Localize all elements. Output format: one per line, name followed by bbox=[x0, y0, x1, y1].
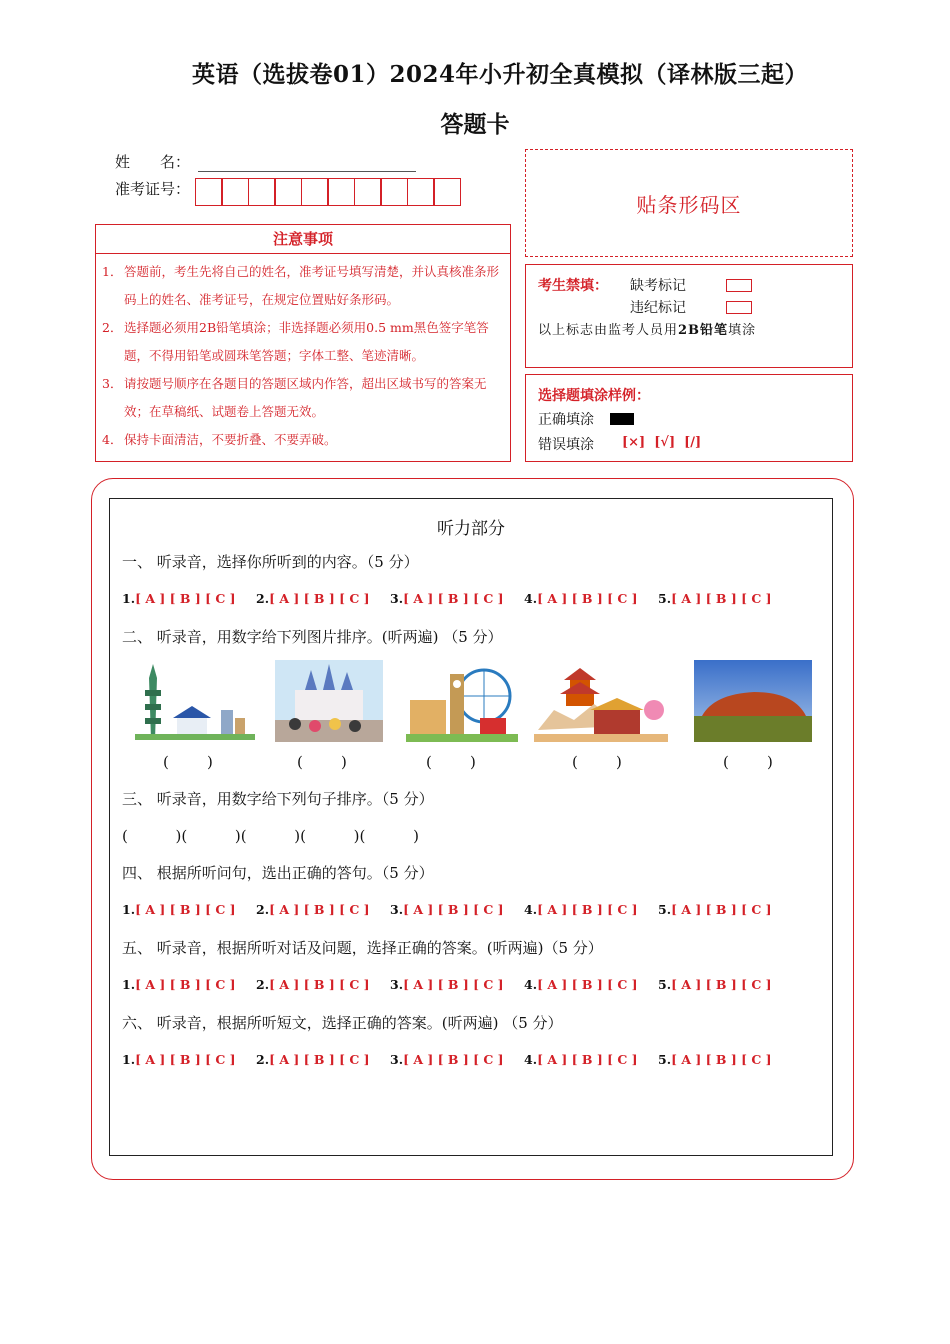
answer-item[interactable]: 5.[ A ] [ B ] [ C ] bbox=[658, 977, 772, 992]
correct-fill-mark bbox=[610, 413, 634, 425]
picture-order-blank[interactable]: ( ) bbox=[426, 753, 476, 771]
picture-order-blank[interactable]: ( ) bbox=[297, 753, 347, 771]
sentence-order-blanks[interactable]: ( )( )( )( )( ) bbox=[122, 827, 419, 845]
exam-id-label: 准考证号： bbox=[115, 180, 191, 198]
answer-item[interactable]: 1.[ A ] [ B ] [ C ] bbox=[122, 977, 236, 992]
question-1: 一、 听录音，选择你所听到的内容。（5 分） bbox=[122, 553, 419, 571]
answer-item[interactable]: 3.[ A ] [ B ] [ C ] bbox=[390, 977, 504, 992]
wrong-fill-marks: [×] [√] [/] bbox=[622, 435, 702, 450]
answer-row-1[interactable] bbox=[122, 591, 792, 606]
notice-item bbox=[102, 426, 502, 454]
answer-item[interactable]: 1.[ A ] [ B ] [ C ] bbox=[122, 1052, 236, 1067]
violation-mark-label: 违纪标记 bbox=[630, 300, 686, 316]
id-digit-box[interactable] bbox=[354, 178, 382, 206]
notice-item bbox=[102, 258, 502, 314]
answer-item[interactable]: 3.[ A ] [ B ] [ C ] bbox=[390, 591, 504, 606]
disney-castle-picture bbox=[275, 660, 383, 742]
answer-item[interactable]: 5.[ A ] [ B ] [ C ] bbox=[658, 591, 772, 606]
absent-mark-label: 缺考标记 bbox=[630, 278, 686, 294]
notice-num: 2． bbox=[102, 320, 123, 335]
answer-row-4[interactable] bbox=[122, 902, 792, 917]
notice-text: 选择题必须用2B铅笔填涂；非选择题必须用0.5 mm黑色签字笔答题，不得用铅笔或圆珠笔答题；字体工整、笔迹清晰。 bbox=[124, 320, 489, 363]
proctor-note-pencil: 2B铅笔 bbox=[678, 323, 729, 338]
violation-mark-box[interactable] bbox=[726, 299, 752, 315]
forbidden-label: 考生禁填： bbox=[538, 278, 608, 294]
taipei-101-picture bbox=[125, 660, 261, 742]
question-3: 三、 听录音，用数字给下列句子排序。（5 分） bbox=[122, 790, 434, 808]
uluru-picture bbox=[694, 660, 812, 742]
notice-item bbox=[102, 314, 502, 370]
id-digit-box[interactable] bbox=[301, 178, 329, 206]
picture-order-blank[interactable]: ( ) bbox=[572, 753, 622, 771]
notice-item bbox=[102, 370, 502, 426]
listening-title: 听力部分 bbox=[437, 519, 505, 539]
proctor-note bbox=[538, 319, 756, 338]
exam-title: 英语（选拔卷01）2024年小升初全真模拟（译林版三起） bbox=[191, 61, 809, 88]
id-digit-box[interactable] bbox=[248, 178, 276, 206]
notice-num: 4． bbox=[102, 432, 123, 447]
question-4: 四、 根据所听问句，选出正确的答句。（5 分） bbox=[122, 864, 434, 882]
answer-item[interactable]: 3.[ A ] [ B ] [ C ] bbox=[390, 1052, 504, 1067]
answer-sheet-title: 答题卡 bbox=[440, 111, 510, 138]
barcode-label: 贴条形码区 bbox=[636, 192, 742, 217]
wrong-fill-label: 错误填涂 bbox=[538, 437, 594, 453]
answer-item[interactable]: 4.[ A ] [ B ] [ C ] bbox=[524, 902, 638, 917]
notice-text: 保持卡面清洁，不要折叠、不要弄破。 bbox=[124, 432, 337, 447]
proctor-marks-panel bbox=[525, 264, 853, 368]
barcode-area bbox=[525, 149, 853, 257]
answer-item[interactable]: 2.[ A ] [ B ] [ C ] bbox=[256, 902, 370, 917]
notice-num: 1． bbox=[102, 264, 123, 279]
id-digit-box[interactable] bbox=[221, 178, 249, 206]
correct-fill-label: 正确填涂 bbox=[538, 412, 594, 428]
answer-item[interactable]: 4.[ A ] [ B ] [ C ] bbox=[524, 1052, 638, 1067]
answer-item[interactable]: 5.[ A ] [ B ] [ C ] bbox=[658, 902, 772, 917]
answer-item[interactable]: 4.[ A ] [ B ] [ C ] bbox=[524, 977, 638, 992]
id-digit-box[interactable] bbox=[195, 178, 223, 206]
sample-heading: 选择题填涂样例： bbox=[538, 388, 650, 404]
picture-order-blank[interactable]: ( ) bbox=[163, 753, 213, 771]
london-picture bbox=[406, 660, 518, 742]
answer-item[interactable]: 5.[ A ] [ B ] [ C ] bbox=[658, 1052, 772, 1067]
answer-item[interactable]: 1.[ A ] [ B ] [ C ] bbox=[122, 591, 236, 606]
answer-item[interactable]: 1.[ A ] [ B ] [ C ] bbox=[122, 902, 236, 917]
notice-panel bbox=[95, 224, 511, 462]
answer-row-6[interactable] bbox=[122, 1052, 792, 1067]
answer-item[interactable]: 4.[ A ] [ B ] [ C ] bbox=[524, 591, 638, 606]
id-digit-box[interactable] bbox=[327, 178, 355, 206]
answer-item[interactable]: 2.[ A ] [ B ] [ C ] bbox=[256, 977, 370, 992]
name-label: 姓 名： bbox=[115, 153, 191, 171]
id-digit-box[interactable] bbox=[380, 178, 408, 206]
notice-text: 请按题号顺序在各题目的答题区域内作答，超出区域书写的答案无效；在草稿纸、试题卷上答题无效。 bbox=[124, 376, 487, 419]
id-digit-box[interactable] bbox=[407, 178, 435, 206]
absent-mark-box[interactable] bbox=[726, 277, 752, 293]
proctor-note-suffix: 填涂 bbox=[728, 323, 757, 338]
beijing-picture bbox=[534, 660, 668, 742]
exam-id-boxes[interactable] bbox=[196, 178, 461, 206]
answer-item[interactable]: 2.[ A ] [ B ] [ C ] bbox=[256, 591, 370, 606]
fill-sample-panel bbox=[525, 374, 853, 462]
question-5: 五、 听录音，根据所听对话及问题，选择正确的答案。(听两遍)（5 分） bbox=[122, 939, 603, 957]
id-digit-box[interactable] bbox=[433, 178, 461, 206]
notice-num: 3． bbox=[102, 376, 123, 391]
name-field[interactable] bbox=[198, 170, 416, 172]
answer-item[interactable]: 2.[ A ] [ B ] [ C ] bbox=[256, 1052, 370, 1067]
question-2: 二、 听录音，用数字给下列图片排序。(听两遍) （5 分） bbox=[122, 628, 503, 646]
picture-order-blank[interactable]: ( ) bbox=[723, 753, 773, 771]
proctor-note-prefix: 以上标志由监考人员用 bbox=[538, 323, 679, 338]
answer-item[interactable]: 3.[ A ] [ B ] [ C ] bbox=[390, 902, 504, 917]
question-6: 六、 听录音，根据所听短文，选择正确的答案。(听两遍) （5 分） bbox=[122, 1014, 563, 1032]
answer-row-5[interactable] bbox=[122, 977, 792, 992]
notice-heading: 注意事项 bbox=[96, 225, 510, 254]
id-digit-box[interactable] bbox=[274, 178, 302, 206]
notice-text: 答题前，考生先将自己的姓名，准考证号填写清楚，并认真核准条形码上的姓名、准考证号，在规定位置贴好条形码。 bbox=[124, 264, 500, 307]
